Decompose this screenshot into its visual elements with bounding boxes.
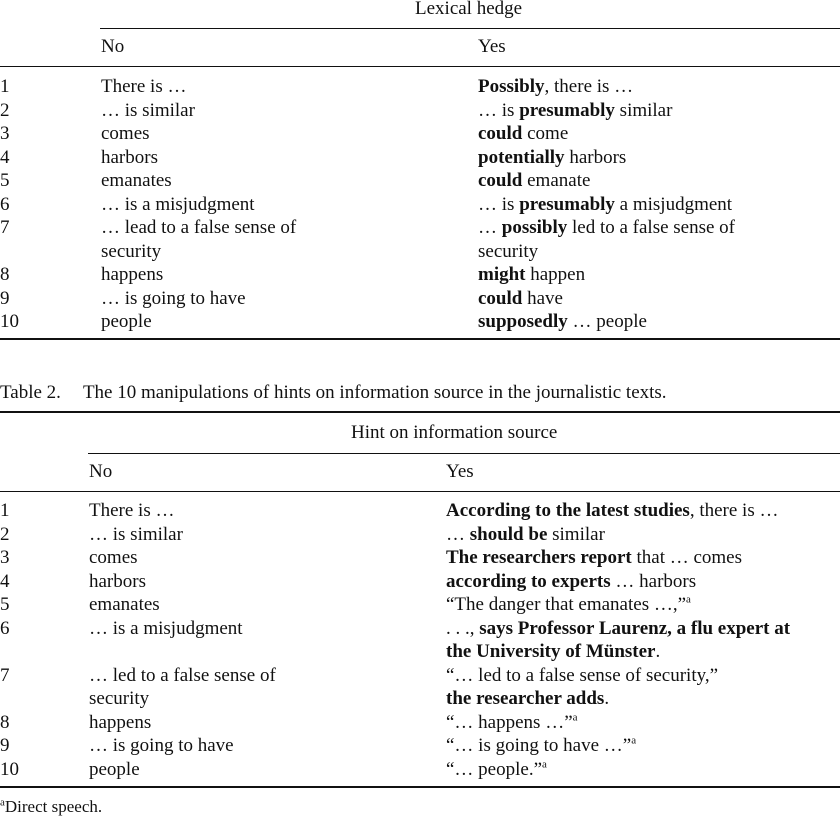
table-1-col-yes: Yes [478,36,506,57]
cell-yes: might happen [478,264,586,285]
cell-no: … is similar [101,99,195,121]
row-number: 6 [0,617,10,639]
table-1-col-no: No [101,36,125,57]
table-2-group-rule [88,453,840,454]
cell-no: … lead to a false sense of [101,217,297,238]
cell-no: security [89,688,150,709]
cell-yes: “The danger that emanates …,”$^a$ [446,593,691,615]
row-number: 1 [0,76,10,97]
cell-yes: … possibly led to a false sense of [478,217,736,238]
row-number: 10 [0,311,19,332]
row-number: 1 [0,500,10,521]
table-2-group-header: Hint on information source [351,422,558,443]
cell-no: There is … [89,500,175,521]
cell-no: happens [101,264,164,285]
cell-yes: The researchers report that … comes [446,547,743,568]
cell-yes: could come [478,123,569,144]
row-number: 2 [0,99,10,121]
row-number: 4 [0,570,10,592]
cell-yes: … is presumably a misjudgment [478,193,733,215]
footnote-marker: a [0,796,5,809]
cell-yes: Possibly, there is … [478,76,634,97]
cell-yes: the researcher adds. [446,688,610,709]
cell-yes: “… led to a false sense of security,” [446,664,719,686]
table-1-bottom-rule [0,338,840,340]
cell-no: … is going to have [101,287,246,309]
cell-no: harbors [89,570,146,592]
cell-no: comes [101,123,150,144]
cell-no: … is going to have [89,735,234,756]
row-number: 9 [0,287,10,309]
row-number: 5 [0,170,10,191]
cell-yes: could emanate [478,170,591,191]
row-number: 5 [0,594,10,615]
cell-no: emanates [101,170,172,191]
cell-yes: “… is going to have …”$^a$ [446,734,637,756]
footnote-text: Direct speech. [4,797,103,816]
table-2-header-rule [0,491,840,492]
cell-no: comes [89,547,138,568]
table-2-bottom-rule [0,786,840,788]
row-number: 8 [0,711,10,733]
cell-no: emanates [89,594,160,615]
cell-yes: according to experts … harbors [446,570,697,592]
cell-yes: … should be similar [446,523,605,545]
table-2-caption [0,381,667,405]
cell-no: There is … [101,76,187,97]
cell-yes: . . ., says Professor Laurenz, a flu expert at [446,617,791,639]
table-1-header-rule [0,66,840,67]
cell-no: … is a misjudgment [101,193,255,215]
cell-no: … led to a false sense of [89,664,276,686]
cell-no: security [101,240,162,262]
cell-no: … is a misjudgment [89,617,243,639]
table-2-caption-text: The 10 manipulations of hints on information source in the journalistic texts. [82,382,667,403]
row-number: 8 [0,264,10,285]
cell-yes: … is presumably similar [478,99,673,121]
row-number: 2 [0,523,10,545]
row-number: 4 [0,146,10,168]
table-2-col-no: No [89,461,113,482]
footnote [0,797,102,817]
table-2-top-rule [0,411,840,413]
row-number: 10 [0,758,19,780]
row-number: 6 [0,193,10,215]
cell-yes: According to the latest studies, there is … [446,500,779,521]
cell-yes: security [478,240,539,262]
cell-yes: potentially harbors [478,146,627,168]
cell-no: people [101,311,152,332]
cell-yes: could have [478,287,563,309]
cell-no: people [89,758,140,780]
cell-yes: supposedly … people [478,311,647,332]
table-2-col-yes: Yes [446,461,474,482]
table-1-group-header: Lexical hedge [415,0,523,19]
cell-yes: “… happens …”$^a$ [446,711,578,733]
row-number: 7 [0,217,10,238]
row-number: 7 [0,664,10,686]
table-2-caption-label: Table 2. [0,382,61,403]
row-number: 3 [0,547,10,568]
cell-yes: the University of Münster. [446,641,661,662]
cell-no: harbors [101,146,158,168]
row-number: 3 [0,123,10,144]
cell-yes: “… people.”$^a$ [446,758,547,780]
cell-no: … is similar [89,523,183,545]
cell-no: happens [89,711,152,733]
table-1-group-rule [100,28,840,29]
row-number: 9 [0,735,10,756]
